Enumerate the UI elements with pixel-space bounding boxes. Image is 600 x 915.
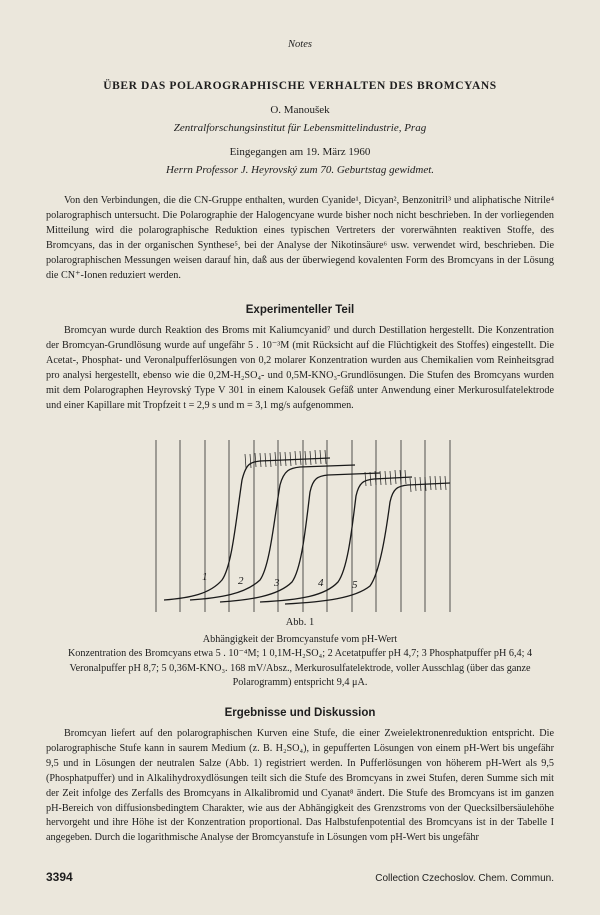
intro-paragraph: Von den Verbindungen, die die CN-Gruppe enthalten, wurden Cyanide¹, Dicyan², Benzonitril³ und aliphatische Nitrile⁴ polarographisch untersucht. Die Polarographie der Halogencyane wurde bisher noch nicht beschrieben. In der vorliegenden Mitteilung wird die polarographische Reduktion eines typischen Vertreters der vorerwähnten reaktiven Stoffe, des Bromcyans, das in der organischen Synthese⁵, bei der Analyse der Nikotinsäure⁶ usw. verwendet wird, beschrieben. Die polarographischen Messungen weisen darauf hin, daß aus der überwiegend kovalenten Form des Bromcyans in der Lösung die CN⁺-Ionen reduziert werden. bbox=[46, 195, 554, 281]
section-heading-experimental: Experimenteller Teil bbox=[245, 304, 355, 316]
section-heading-results: Ergebnisse und Diskussion bbox=[224, 707, 376, 719]
figure-caption-body: Konzentration des Bromcyans etwa 5 . 10⁻⁴M; 1 0,1M-H₂SO₄; 2 Acetatpuffer pH 4,7; 3 Phosphatpuffer pH 6,4; 4 Veronalpuffer pH 8,7; 5 0,36M-KNO₃. 168 mV/Absz., Merkurosulfatelektrode, voller Ausschlag (über das ganze Polarogramm) entspricht 9,4 μA. bbox=[67, 648, 533, 689]
curve-label-4: 4 bbox=[318, 577, 324, 589]
article-title: ÜBER DAS POLAROGRAPHISCHE VERHALTEN DES BROMCYANS bbox=[103, 80, 497, 92]
results-paragraph: Bromcyan liefert auf den polarographischen Kurven eine Stufe, die einer Zweielektronenreduktion entspricht. Die polarographische Stufe kann in saurem Medium (z. B. H₂SO₄), in gepufferten Lösungen von einem pH-Wert bis ungefähr 9,5 und in Lösungen der neutralen Salze (Abb. 1) registriert werden. In Pufferlösungen von höherem pH-Wert als 9,5 (Phosphatpuffer) und in Alkalihydroxydlösungen teilt sich die Stufe des Bromcyans in zwei Stufen, deren Summe sich mit der Zeit infolge des Zerfalls des Bromcyans in Alkalibromid und Cyanat⁸ ändert. Die Stufe des Bromcyans ist im ganzen pH-Bereich von diffusionsbedingtem Charakter, wie aus der Abhängigkeit des Grenzstroms von der Quecksilbersäulehöhe hervorgeht und ihre Höhe ist der Konzentration proportional. Das Halbstufenpotential des Bromcyans ist in der Tabelle I angegeben. Durch die logarithmische Analyse der Bromcyanstufe in Lösungen vom pH-Wert bis ungefähr bbox=[46, 728, 554, 844]
dedication: Herrn Professor J. Heyrovský zum 70. Geburtstag gewidmet. bbox=[165, 164, 435, 176]
polarogram bbox=[150, 440, 460, 612]
figure-label: Abb. 1 bbox=[285, 617, 315, 628]
curve-label-3: 3 bbox=[274, 577, 280, 589]
page-number: 3394 bbox=[46, 870, 73, 884]
author: O. Manoušek bbox=[270, 104, 330, 116]
curve-label-1: 1 bbox=[202, 571, 208, 583]
polarogram-figure bbox=[150, 440, 460, 612]
affiliation: Zentralforschungsinstitut für Lebensmittelindustrie, Prag bbox=[173, 122, 427, 134]
experimental-paragraph: Bromcyan wurde durch Reaktion des Broms mit Kaliumcyanid⁷ und durch Destillation hergestellt. Die Konzentration der Bromcyan-Grundlösung wurde auf ungefähr 5 . 10⁻³M (mit Rücksicht auf die Flüchtigkeit des Stoffes) eingestellt. Die Acetat-, Phosphat- und Veronalpufferlösungen von 0,2 molarer Konzentration wurden aus Chemikalien vom Reinheitsgrad pro analysi hergestellt, ebenso wie die 0,2M-H₂SO₄- und 0,5M-KNO₃-Grundlösungen. Die Stufen des Bromcyans wurden mit dem Polarographen Heyrovský Type V 301 in einem Kalousek Gefäß unter Anwendung einer Merkurosulfatelektrode und einer Kapillare mit Tropfzeit t = 2,9 s und m = 3,1 mg/s aufgenommen. bbox=[46, 325, 554, 411]
figure-caption bbox=[46, 633, 554, 691]
curve-label-2: 2 bbox=[238, 575, 244, 587]
curve-label-5: 5 bbox=[352, 579, 358, 591]
running-head: Notes bbox=[288, 39, 312, 50]
figure-caption-title: Abhängigkeit der Bromcyanstufe vom pH-Wert bbox=[202, 634, 398, 645]
journal-name: Collection Czechoslov. Chem. Commun. bbox=[375, 873, 554, 884]
received-date: Eingegangen am 19. März 1960 bbox=[229, 146, 371, 158]
